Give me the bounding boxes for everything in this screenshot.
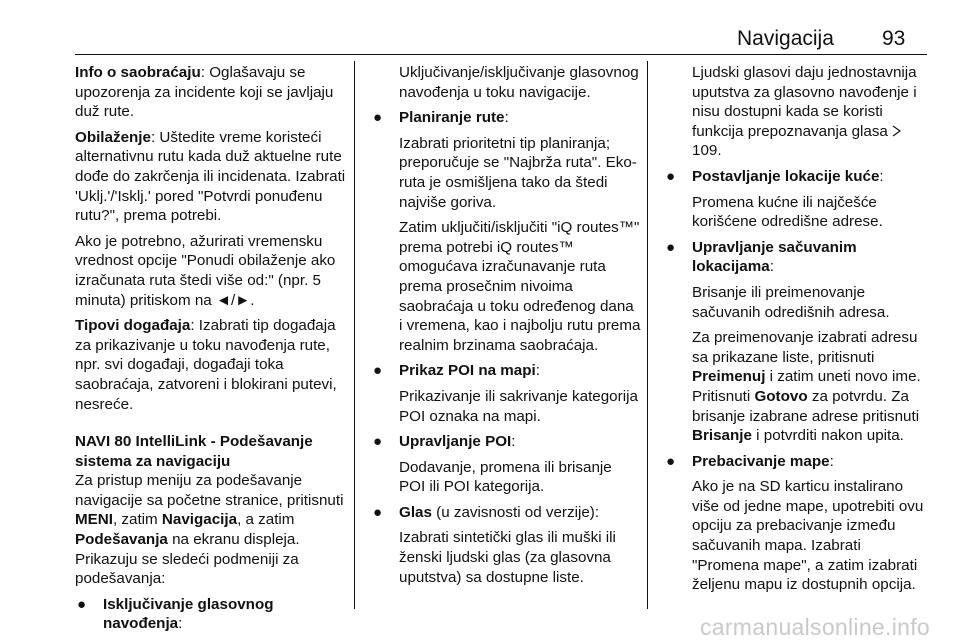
term: Isključivanje glasovnog navođenja xyxy=(103,595,274,633)
text: : xyxy=(504,109,509,127)
list-item-text xyxy=(664,328,932,446)
list-item-text: Izabrati sintetički glas ili muški ili ženski ljudski glas (za glasovna uputstva) sa dostupne liste. xyxy=(399,529,616,586)
term: Postavljanje lokacije kuće xyxy=(692,167,880,185)
paragraph xyxy=(75,63,347,122)
text: : Oglašavaju se upozorenja za incidente koji se javljaju duž rute. xyxy=(75,64,334,121)
text: : Uštedite vreme koristeći alternativnu rutu kada duž aktuelne rute dođe do zakrčenja ili incidenata. Izabrati 'Uklj.'/'Isklj.' pored "Potvrdi ponuđenu rutu?", prema potrebi. xyxy=(75,128,346,225)
footer-watermark xyxy=(0,614,960,640)
term: Glas xyxy=(399,503,432,521)
watermark-text: carmanualsonline.info xyxy=(699,614,930,640)
term: Preimenuj xyxy=(692,368,766,386)
text: , a zatim xyxy=(237,511,295,529)
bullet-icon: ● xyxy=(666,238,676,256)
term: Brisanje xyxy=(692,427,752,445)
bullet-icon: ● xyxy=(373,362,383,380)
text: : xyxy=(535,362,540,380)
bullet-icon: ● xyxy=(373,433,383,451)
list-item xyxy=(664,238,932,277)
page-header xyxy=(0,0,960,60)
heading-text: NAVI 80 IntelliLink - Podešavanje sistema za navigaciju xyxy=(75,433,313,470)
text: : Izabrati tip događaja za prikazivanje u toku navođenja rute, npr. svi događaji, događaji toka saobraćaja, zatvoreni i blokirani putevi, nesreće. xyxy=(75,317,337,413)
paragraph xyxy=(75,316,347,414)
text: Za preimenovanje izabrati adresu sa prikazane liste, pritisnuti xyxy=(692,329,918,366)
term: Navigacija xyxy=(161,511,238,529)
list-item xyxy=(371,432,641,452)
list-item-text: Promena kućne ili najčešće korišćene odredišne adrese. xyxy=(692,193,883,231)
text: : xyxy=(178,615,183,633)
term: Obilaženje xyxy=(75,128,151,146)
text: : xyxy=(769,258,774,276)
list-item-text: Izabrati prioritetni tip planiranja; preporučuje se "Najbrža ruta". Eko-ruta je osmišljena tako da štedi najviše goriva. xyxy=(399,134,637,211)
list-item xyxy=(371,108,641,128)
term: Prikaz POI na mapi xyxy=(399,362,536,380)
column-2 xyxy=(371,63,641,593)
text: na ekranu displeja. Prikazuju se sledeći podmeniji za podešavanja: xyxy=(75,531,300,588)
bullet-icon: ● xyxy=(373,109,383,127)
term: Podešavanja xyxy=(75,531,168,549)
text: Za pristup meniju za podešavanje navigacije sa početne stranice, pritisnuti xyxy=(75,472,344,509)
term: Gotovo xyxy=(754,387,808,405)
section-heading xyxy=(75,432,347,471)
paragraph xyxy=(75,128,347,226)
list-item-text: Prikazivanje ili sakrivanje kategorija POI oznaka na mapi. xyxy=(399,387,638,425)
list-item-text: Ako je na SD karticu instalirano više od jedne mape, upotrebiti ovu opciju za prebacivanje između sačuvanih mapa. Izabrati "Promena mape", a zatim izabrati željenu mapu iz dostupnih opcija. xyxy=(692,478,924,594)
text: i zatim uneti novo ime. Pritisnuti xyxy=(692,368,921,405)
term: MENI xyxy=(75,511,113,529)
page-title: Navigacija xyxy=(737,27,834,50)
term: Prebacivanje mape xyxy=(692,452,830,470)
column-divider xyxy=(647,61,648,609)
page-reference-icon xyxy=(892,125,901,137)
list-item-text xyxy=(664,63,932,161)
page-number: 93 xyxy=(882,27,906,50)
paragraph xyxy=(75,471,347,589)
term: Tipovi događaja xyxy=(75,317,191,335)
list-item-text: Uključivanje/isključivanje glasovnog navođenja u toku navigacije. xyxy=(399,64,639,101)
text: (u zavisnosti od verzije): xyxy=(431,503,600,521)
text: za potvrdu. Za brisanje izabrane adrese pritisnuti xyxy=(692,387,920,425)
header-rule xyxy=(75,54,927,55)
paragraph xyxy=(75,232,347,310)
list-item xyxy=(664,452,932,472)
bullet-icon: ● xyxy=(373,503,383,521)
list-item-text: Brisanje ili preimenovanje sačuvanih odredišnih adresa. xyxy=(692,283,890,321)
bullet-icon: ● xyxy=(666,167,676,185)
text: Ljudski glasovi daju jednostavnija uputstva za glasovno navođenje i nisu dostupni kada se koristi funkcija prepoznavanja glasa xyxy=(692,64,917,140)
column-3 xyxy=(664,63,932,601)
text: i potvrditi nakon upita. xyxy=(751,427,904,445)
list-item xyxy=(371,503,641,523)
list-item-text: Zatim uključiti/isključiti "iQ routes™" prema potrebi iQ routes™ omogućava izračunavanje ruta prema prosečnim nivoima saobraćaja u toku određenog dana i vremena, kao i najbolju rutu prema realnim brzinama saobraćaja. xyxy=(399,219,641,354)
list-item xyxy=(371,361,641,381)
bullet-icon: ● xyxy=(77,595,87,613)
text: : xyxy=(829,452,834,470)
term: Upravljanje POI xyxy=(399,433,512,451)
term: Upravljanje sačuvanim lokacijama xyxy=(692,238,857,276)
text: : xyxy=(879,167,884,185)
text: 109. xyxy=(692,142,722,160)
text: , zatim xyxy=(112,511,162,529)
text: Ako je potrebno, ažurirati vremensku vrednost opcije "Ponudi obilaženje ako izračunata ruta štedi više od:" (npr. 5 minuta) pritiskom na ◄/►. xyxy=(75,232,336,309)
bullet-icon: ● xyxy=(666,452,676,470)
column-divider xyxy=(354,61,355,609)
text: : xyxy=(511,433,516,451)
list-item xyxy=(664,167,932,187)
list-item-text: Dodavanje, promena ili brisanje POI ili POI kategorija. xyxy=(399,458,612,496)
term: Info o saobraćaju xyxy=(75,64,201,81)
term: Planiranje rute xyxy=(399,109,505,127)
column-1 xyxy=(75,63,347,640)
